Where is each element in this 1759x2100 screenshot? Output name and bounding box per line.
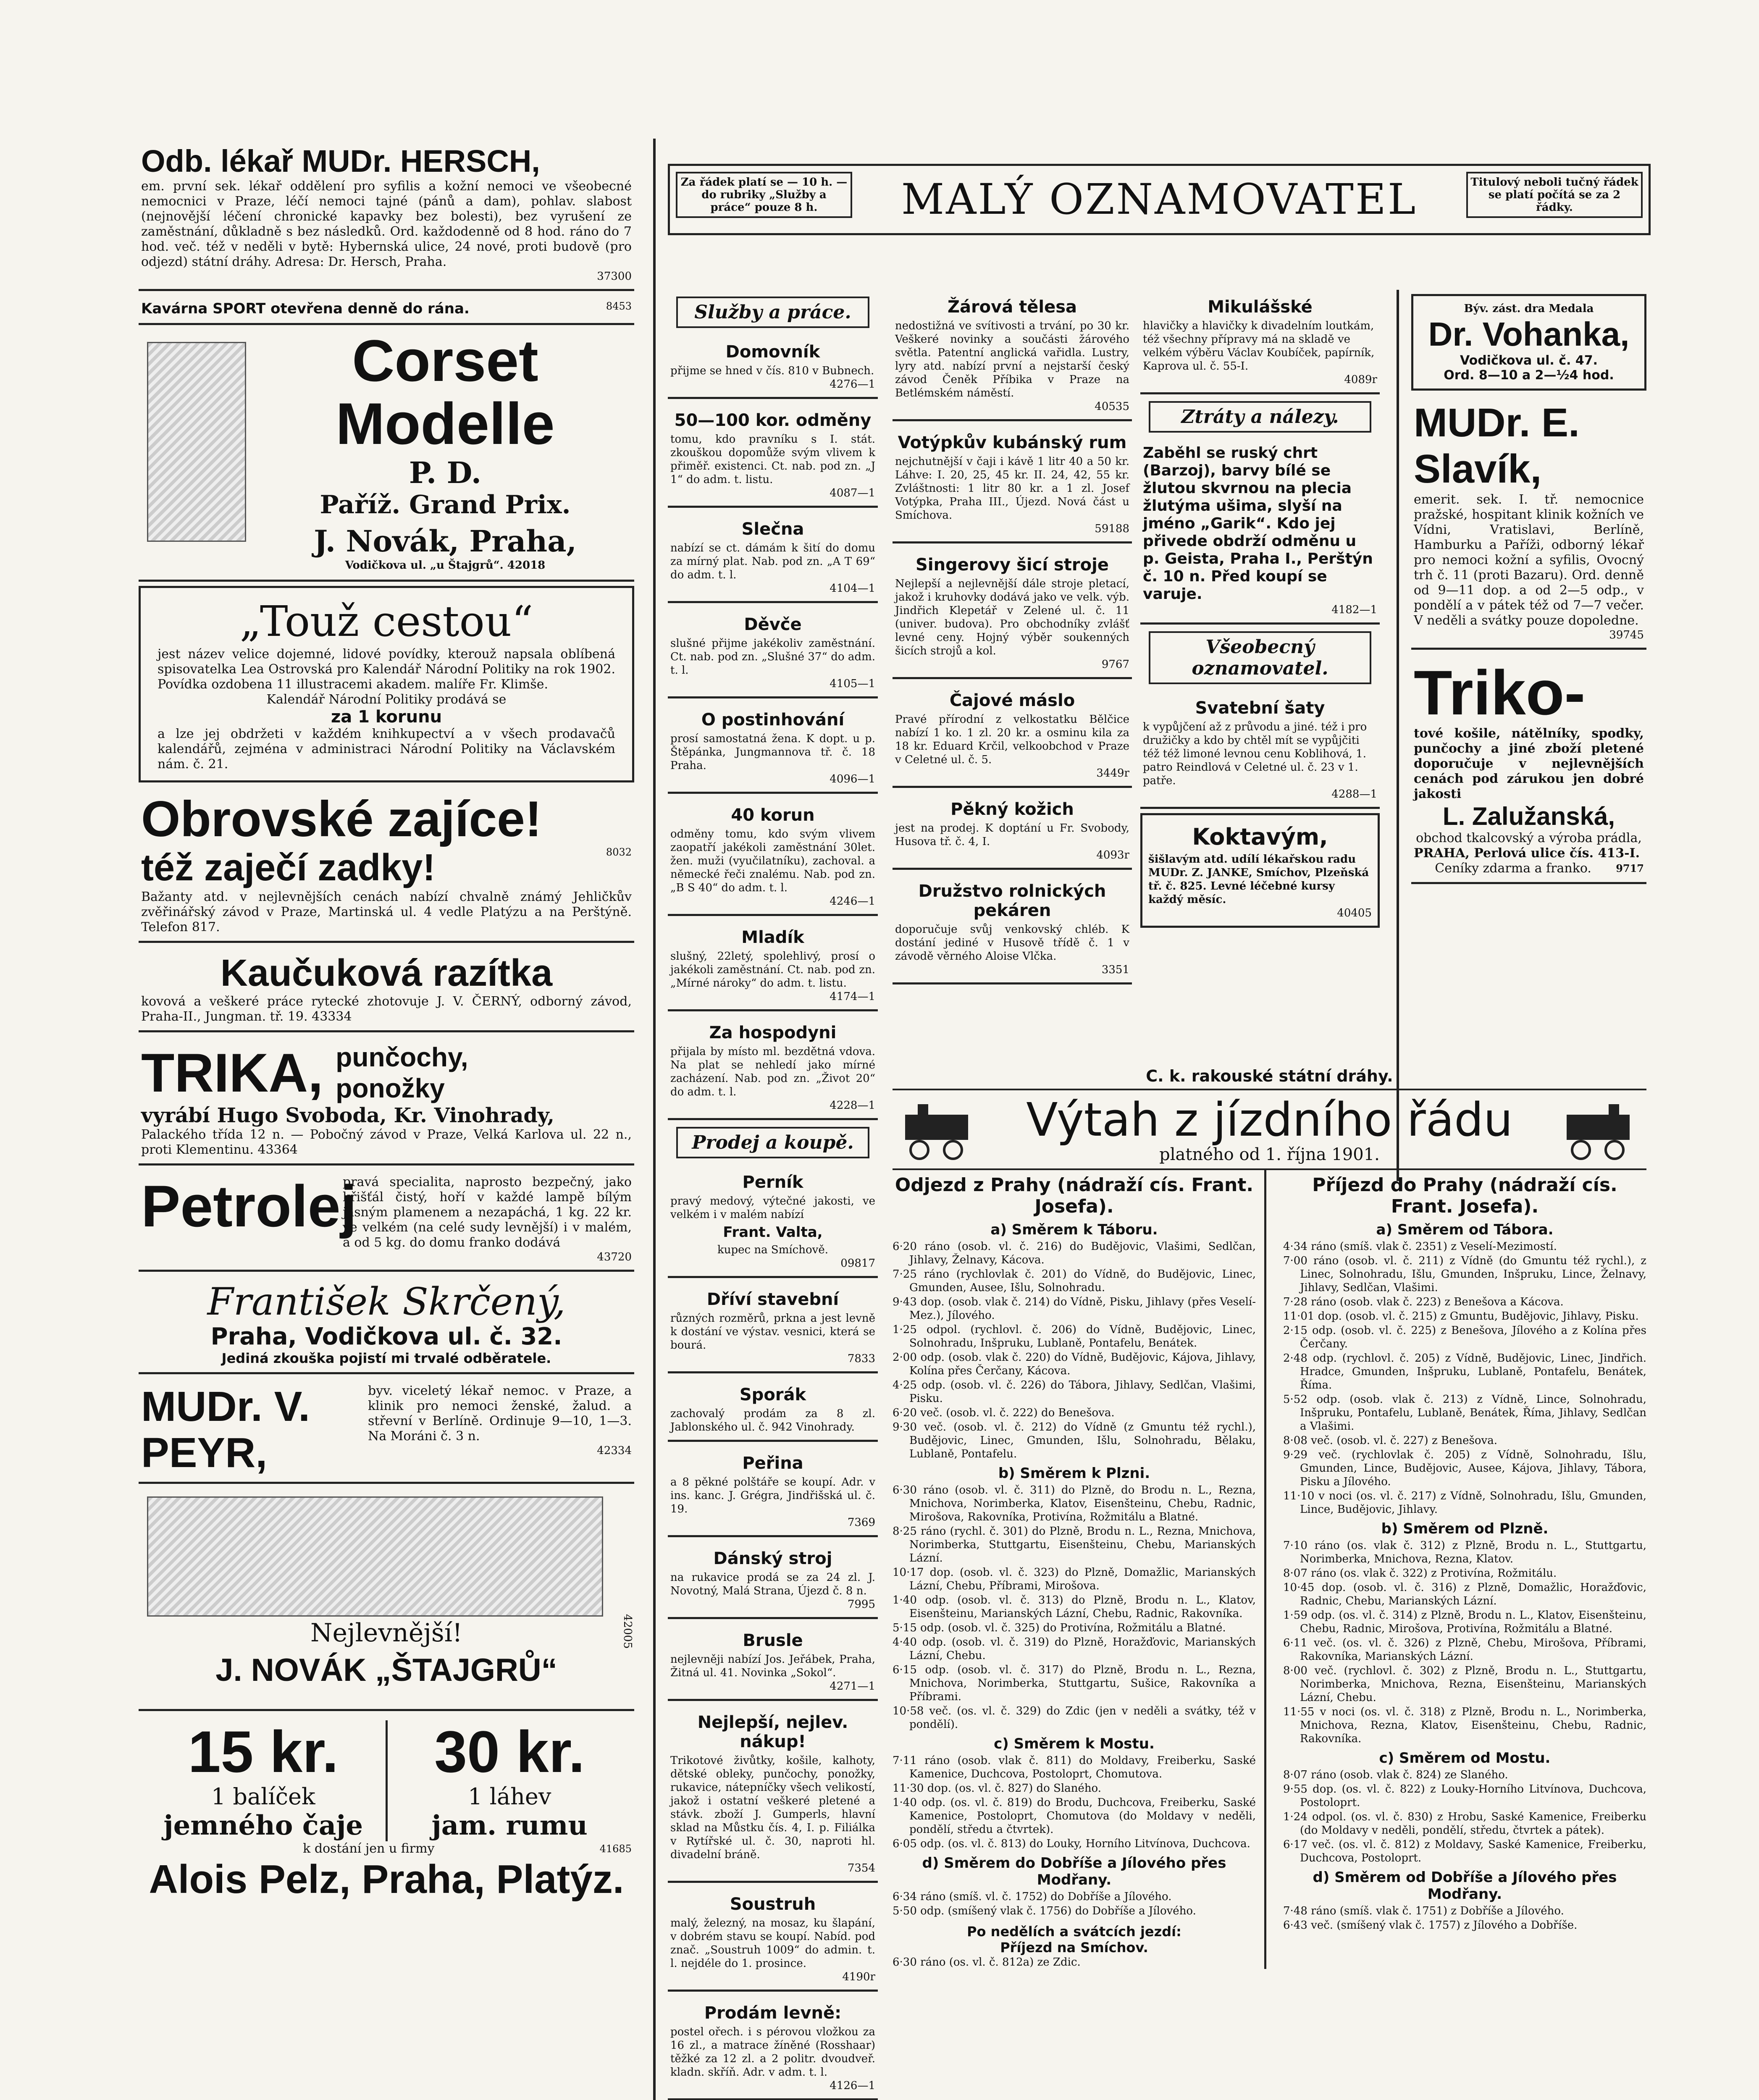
timetable-row: 6·17 več. (os. vl. č. 812) z Moldavy, Saské Kamenice, Freiberku, Duchcova, Postoloprt. [1283, 1838, 1646, 1864]
classified-item [668, 1165, 878, 1278]
classified-item [668, 512, 878, 603]
qty-tea: 1 balíček [211, 1783, 315, 1810]
classified-item [668, 798, 878, 916]
classified-head: Nejlepší, nejlev. nákup! [697, 1713, 848, 1751]
classified-item [668, 703, 878, 794]
classified-text: na rukavice prodá se za 24 zl. J. Novotný, Malá Strana, Újezd č. 8 n. [670, 1571, 875, 1597]
timetable [893, 1067, 1646, 2100]
ad-trika [139, 1037, 634, 1166]
classified-text: nejlevněji nabízí Jos. Jeřábek, Praha, Žitná ul. 41. Novinka „Sokol“. [670, 1653, 875, 1679]
classified-text: nedostižná ve svítivosti a trvání, po 30 kr. Veškeré novinky a součásti žárového světla. Patentní anglická vařidla. Lustry, lyry atd. nabízí první a nejstarší český závod Čeněk Příbika v Praze na Betlémském náměstí. [895, 320, 1129, 399]
classified-number: 7995 [847, 1598, 875, 1611]
classified-item [668, 1016, 878, 1120]
classified-number: 4246—1 [830, 895, 875, 908]
timetable-row: 5·52 odp. (osob. vlak č. 213) z Vídně, Lince, Solnohradu, Inšpruku, Pontafelu, Lublaně, Benátek, Říma, Jihlavy, Sedlčan a Vlašimi. [1283, 1393, 1646, 1433]
timetable-row: 5·50 odp. (smíšený vlak č. 1756) do Dobříše a Jílového. [893, 1905, 1196, 1917]
ad-address: Vodičkova ul. č. 47. [1460, 353, 1598, 368]
classified-head: Soustruh [730, 1895, 816, 1914]
classified-head: 40 korun [731, 806, 815, 825]
ad-hours: Ord. 8—10 a 2—½4 hod. [1444, 368, 1614, 383]
classified-list-prodej [668, 1165, 878, 2100]
timetable-row: 6·11 več. (os. vl. č. 326) z Plzně, Chebu, Mirošova, Příbrami, Rakovníka, Marianských Lázní. [1283, 1637, 1646, 1663]
ad-number: 39745 [1609, 629, 1644, 641]
classified-number: 4288—1 [1331, 788, 1377, 801]
classified-item [668, 1623, 878, 1701]
timetable-row: 4·25 odp. (osob. vl. č. 226) do Tábora, Jihlavy, Sedlčan, Vlašimi, Pisku. [893, 1379, 1256, 1405]
column-1 [139, 139, 634, 2100]
classified-item [668, 1541, 878, 1619]
timetable-row: 6·30 ráno (osob. vl. č. 311) do Plzně, do Brodu n. L., Rezna, Mnichova, Norimberka, Klatov, Eisenšteinu, Chebu, Radnic, Mirošova, Rakovníka, Protivína, Rožmitálu a Blatné. [893, 1484, 1256, 1523]
classified-number: 7833 [847, 1352, 875, 1365]
classified-head: Peřina [742, 1454, 803, 1473]
price-rum: 30 kr. [434, 1719, 585, 1785]
timetable-row: 9·29 več. (rychlovlak č. 205) z Vídně, Solnohradu, Išlu, Gmunden, Lince, Budějovic, Ausee, Kájova, Jihlavy, Tábora, Pisku a Jílového. [1283, 1449, 1646, 1488]
ad-address: Praha, Vodičkova ul. č. 32. [210, 1323, 562, 1350]
classified-head: Brusle [743, 1631, 803, 1650]
timetable-row: 2·15 odp. (osob. vl. č. 225) z Benešova, Jílového a z Kolína přes Čerčany. [1283, 1324, 1646, 1350]
classified-head: Mladík [741, 928, 804, 947]
timetable-section: c) Směrem od Mostu. [1379, 1750, 1551, 1767]
ad-address: PRAHA, Perlová ulice čís. 413-I. [1414, 846, 1640, 861]
arrivals-list [1283, 1221, 1646, 1932]
ad-number: 43334 [312, 1009, 352, 1024]
timetable-row: 6·15 odp. (osob. vl. č. 317) do Plzně, Brodu n. L., Rezna, Mnichova, Norimberka, Stuttgartu, Sušice, Rakovníka a Příbrami. [893, 1664, 1256, 1703]
classified-item [668, 1887, 878, 1992]
column-3 [893, 290, 1380, 1063]
timetable-row: 1·25 odpol. (rychlovl. č. 206) do Vídně, Budějovic, Linec, Solnohradu, Inšpruku, Lublaně, Pontafelu, Benátek. [893, 1323, 1256, 1349]
ad-zajice [139, 787, 634, 943]
classified-number: 3351 [1101, 963, 1129, 976]
classified-number: 4271—1 [830, 1680, 875, 1693]
classified-number: 4190r [842, 1971, 875, 1983]
ad-number: 37300 [597, 270, 632, 283]
classified-head: Slečna [741, 520, 804, 539]
timetable-row: 11·30 dop. (os. vl. č. 827) do Slaného. [893, 1782, 1102, 1795]
classified-text: postel ořech. i s pérovou vložkou za 16 zl., a matrace žíněné (Rosshaar) těžké za 12 zl. a 2 politr. dvoudveř. kladn. skříň. Adr. v adm. t. l. [670, 2026, 875, 2079]
timetable-row: 1·59 odp. (os. vl. č. 314) z Plzně, Brodu n. L., Klatov, Eisenšteinu, Chebu, Radnic, Mirošova, Protivína, Rožmitálu a Blatné. [1283, 1609, 1646, 1635]
ad-number: 42005 [621, 1614, 634, 1649]
timetable-section: c) Směrem k Mostu. [994, 1735, 1155, 1752]
ad-number: 8032 [606, 846, 632, 858]
classified-item [893, 548, 1132, 679]
ad-corset [139, 329, 634, 582]
classified-text: k vypůjčení až z průvodu a jiné. též i pro družičky a kdo by chtěl mít se vypůjčiti též též limoné levnou cenu Koblihová, 1. patro Reindlová v Celetné ul. č. 23 v 1. patře. [1143, 721, 1367, 787]
masthead-left-note: Za řádek platí se — 10 h. — do rubriky „Služby a práce“ pouze 8 h. [676, 172, 852, 218]
classified-number: 4093r [1096, 849, 1129, 861]
timetable-row: 4·40 odp. (osob. vl. č. 319) do Plzně, Horažďovic, Marianských Lázní, Chebu. [893, 1636, 1256, 1662]
classified-name: Frant. Valta, [723, 1224, 823, 1241]
classified-item [893, 874, 1132, 984]
timetable-row: 8·07 ráno (osob. vlak č. 824) ze Slaného. [1283, 1769, 1508, 1781]
classified-number: 4087—1 [830, 487, 875, 499]
masthead-right-note: Titulový neboli tučný řádek se platí počítá se za 2 řádky. [1466, 172, 1643, 218]
classified-head: Dánský stroj [713, 1549, 832, 1568]
ad-title: František Skrčený, [207, 1280, 566, 1324]
timetable-section: d) Směrem od Dobříše a Jílového přes Modřany. [1313, 1869, 1617, 1903]
classified-item [668, 403, 878, 508]
timetable-row: 7·10 ráno (os. vlak č. 312) z Plzně, Brodu n. L., Stuttgartu, Norimberka, Mnichova, Rezna, Klatov. [1283, 1539, 1646, 1565]
ad-number: 43364 [257, 1142, 298, 1157]
ad-title: MUDr. E. Slavík, [1414, 400, 1580, 491]
locomotive-icon [893, 1102, 985, 1157]
classified-item [893, 792, 1132, 870]
classified-head: Čajové máslo [949, 691, 1075, 710]
masthead [668, 164, 1651, 235]
classified-item [893, 290, 1132, 421]
ad-text: jest název velice dojemné, lidové povídky, kterouž napsala oblíbená spisovatelka Lea Ostrovská pro Kalendář Národní Politiky na rok 1902. Povídka ozdobena 11 illustracemi akadem. malíře Fr. Klimše. [158, 647, 615, 692]
ad-title: Dr. Vohanka, [1428, 315, 1630, 353]
classified-text: tomu, kdo pravníku s I. stát. zkouškou dopomůže svým vlivem k přiměř. existenci. Ct. nab. pod zn. „J 1“ do adm. t. listu. [670, 433, 875, 486]
classified-text: nabízí se ct. dámám k šití do domu za mírný plat. Nab. pod zn. „A T 69“ do adm. t. l. [670, 542, 875, 581]
ad-number: 42018 [507, 559, 546, 572]
ad-pelz [139, 1715, 634, 1908]
classified-head: Domovník [725, 342, 820, 362]
ad-number: 42334 [597, 1444, 632, 1457]
ad-title: „Touž cestou“ [239, 597, 533, 646]
classified-text: nejchutnější v čaji i kávě 1 litr 40 a 50 kr. Láhve: I. 20, 25, 45 kr. II. 24, 42, 55 kr. Zvláštnosti: 1 litr 80 kr. a 1 zl. Josef Votýpka, Praha III., Újezd. Nová část u Smíchova. [895, 455, 1129, 522]
timetable-row: 6·20 več. (osob. vl. č. 222) do Benešova. [893, 1407, 1115, 1419]
ad-text: Nejlevnější! [310, 1618, 463, 1648]
ad-title: MUDr. V. PEYR, [141, 1383, 310, 1476]
classified-number: 4104—1 [830, 582, 875, 595]
sunday-row: 6·30 ráno (os. vl. č. 812a) ze Zdic. [893, 1956, 1081, 1969]
timetable-row: 8·25 ráno (rychl. č. 301) do Plzně, Brodu n. L., Rezna, Mnichova, Norimberka, Stuttgartu, Eisenšteinu, Chebu, Marianských Lázní. [893, 1525, 1256, 1564]
classified-item [668, 1282, 878, 1373]
classified-head: Sporák [739, 1385, 806, 1404]
ad-text: em. první sek. lékař oddělení pro syfilis a kožní nemoci ve všeobecné nemocnici v Praze, léčí nemoci tajné (pánů a dam), pohlav. slabost (nejnovější léčení chronické kapavky bez bolesti), bez vyrušení ze zaměstnání, důkladně s bez následků. Ord. každodenně od 8 hod. ráno do 7 hod. več. též v neděli v bytě: Hybernská ulice, 24 nové, proti budově (pro odjezd) státní dráhy. Adresa: Dr. Hersch, Praha. [141, 179, 632, 269]
classified-head: Svatební šaty [1195, 698, 1325, 718]
timetable-section: d) Směrem do Dobříše a Jílového přes Modřany. [922, 1855, 1226, 1888]
timetable-row: 8·08 več. (osob. vl. č. 227) z Benešova. [1283, 1434, 1497, 1447]
classified-text: hlavičky a hlavičky k divadelním loutkám, též všechny přípravy má na skladě ve velkém výběru Václav Koubíček, papírník, Kaprova ul. č. 55-I. [1143, 320, 1375, 373]
classified-number: 9767 [1101, 658, 1129, 671]
classified-head: Singerovy šicí stroje [916, 555, 1109, 575]
woman-corset-illustration [147, 342, 246, 542]
ad-side1: punčochy, [336, 1042, 468, 1072]
classified-text: Pravé přírodní z velkostatku Bělčice nabízí 1 ko. 1 zl. 20 kr. a osminu kila za 18 kr. Eduard Krčil, velkoobchod v Praze v Celetné ul. č. 5. [895, 713, 1129, 766]
timetable-row: 1·40 odp. (os. vl. č. 819) do Brodu, Duchcova, Freiberku, Saské Kamenice, Postoloprt, Chomutova (do Moldavy v neděli, pondělí, středu a čtvrtek). [893, 1796, 1256, 1836]
qty-rum: 1 láhev [468, 1783, 551, 1810]
timetable-company: C. k. rakouské státní dráhy. [893, 1067, 1646, 1090]
section-prodej: Prodej a koupě. [676, 1127, 869, 1158]
classified-number: 59188 [1095, 522, 1129, 535]
classified-head: Družstvo rolnických pekáren [918, 882, 1106, 920]
classified-number: 7369 [847, 1516, 875, 1529]
ad-peyr [139, 1378, 634, 1484]
classified-text: přijme se hned v čís. 810 v Bubnech. [670, 365, 874, 377]
ad-text: Bažanty atd. v nejlevnějších cenách nabízí chvalně známý Jehličkův zvěřinářský závod v Praze, Martinská ul. 4 vedle Platýzu a na Perštýně. Telefon 817. [141, 890, 632, 934]
timetable-arrivals [1283, 1170, 1646, 1969]
timetable-row: 1·24 odpol. (os. vl. č. 830) z Hrobu, Saské Kamenice, Freiberku (do Moldavy v neděli, pondělí, středu, čtvrtek a pátek). [1283, 1811, 1646, 1837]
ad-note: Jediná zkouška pojistí mi trvalé odběratele. [221, 1350, 551, 1366]
classified-head: Za hospodyni [709, 1023, 837, 1042]
classified-item [668, 607, 878, 698]
sunday-head: Příjezd na Smíchov. [1000, 1940, 1148, 1956]
ad-title: Obrovské zajíce! [141, 791, 542, 847]
ad-text: tové košile, nátělníky, spodky, punčochy a jiné zboží pletené doporučuje v nejlevnějších cenách pod zárukou jen dobré jakosti [1414, 726, 1644, 801]
classified-text: a 8 pěkné polštáře se koupí. Adr. v ins. kanc. J. Grégra, Jindřišská ul. č. 19. [670, 1476, 875, 1515]
classified-number: 4089r [1344, 373, 1377, 386]
ad-title: Corset Modelle [336, 328, 555, 457]
classified-item [668, 1446, 878, 1537]
ad-title: Triko- [1414, 657, 1586, 728]
timetable-row: 2·00 odp. (osob. vlak č. 220) do Vídně, Budějovic, Kájova, Jihlavy, Kolína přes Čerčany, Kácova. [893, 1351, 1256, 1377]
classified-text: slušné přijme jakékoliv zaměstnání. Ct. nab. pod zn. „Slušné 37“ do adm. t. l. [670, 637, 875, 677]
timetable-section: b) Směrem od Plzně. [1381, 1520, 1549, 1537]
item-rum: jam. rumu [431, 1810, 588, 1841]
timetable-row: 2·48 odp. (rychlovl. č. 205) z Vídně, Budějovic, Linec, Jindřich. Hradce, Gmunden, Inšpruku, Lublaně, Pontafelu, Benátek, Říma. [1283, 1352, 1646, 1391]
classified-number: 09817 [840, 1257, 875, 1270]
ad-text: emerit. sek. I. tř. nemocnice pražské, hospitant klinik kožních ve Vídni, Vratislavi, Berlíně, Hamburku a Paříži, odborný lékař pro nemoci kožní a syfilis, Ovocný trh č. 11 (proti Bazaru). Ord. denně od 9—11 dop. a od 2—5 odp., v pondělí a v pátek též od 7—7 večer. V neděli a svátky pouze dopoledne. [1414, 492, 1644, 628]
departures-title: Odjezd z Prahy (nádraží cís. Frant. Josefa). [895, 1174, 1254, 1217]
ad-kaucuk [139, 947, 634, 1032]
classified-number: 4126—1 [830, 2079, 875, 2092]
ad-prize: Paříž. Grand Prix. [320, 490, 571, 520]
timetable-row: 1·40 odp. (osob. vl. č. 313) do Plzně, Brodu n. L., Klatov, Eisenšteinu, Marianských Lázní, Chebu, Radnic, Rakovníka. [893, 1594, 1256, 1620]
ad-title: TRIKA, [141, 1042, 323, 1103]
ad-maker: vyrábí Hugo Svoboda, Kr. Vinohrady, [141, 1104, 554, 1127]
timetable-row: 8·00 več. (rychlovl. č. 302) z Plzně, Brodu n. L., Stuttgartu, Norimberka, Mnichova, Rezna, Eisenšteinu, Marianských Lázní, Chebu. [1283, 1664, 1646, 1704]
ad-text: Palackého třída 12 n. — Pobočný závod v Praze, Velká Karlova ul. 22 n., proti Klementinu. [141, 1127, 632, 1157]
classified-head: 50—100 kor. odměny [674, 411, 872, 430]
timetable-row: 4·34 ráno (smíš. vlak č. 2351) z Veselí-Mezimostí. [1283, 1240, 1557, 1253]
ad-petrolej [139, 1170, 634, 1272]
timetable-row: 6·20 ráno (osob. vl. č. 216) do Budějovic, Vlašimi, Sedlčan, Jihlavy, Želnavy, Kácova. [893, 1240, 1256, 1266]
ad-address-text: Vodičkova ul. „u Štajgrů“. [345, 559, 504, 572]
classified-item [668, 1705, 878, 1883]
classified-head: Žárová tělesa [947, 297, 1077, 317]
ad-address [256, 559, 634, 572]
timetable-row: 10·58 več. (os. vl. č. 329) do Zdic (jen v neděli a svátky, též v pondělí). [893, 1705, 1256, 1731]
classified-text: Zaběhl se ruský chrt (Barzoj), barvy bílé se žlutou skvrnou na plecia žlutýma ušima, slyší na jméno „Garik“. Kdo jej přivede obdrží odměnu u p. Geista, Praha I., Perštýn č. 10 n. Před koupí se varuje. [1143, 444, 1373, 603]
timetable-valid: platného od 1. října 1901. [1159, 1145, 1380, 1164]
ad-title: Kaučuková razítka [220, 952, 553, 994]
classified-text: odměny tomu, kdo svým vlivem zaopatří jakékoli zaměstnání 30let. žen. muži (vyučilatníku), zachoval. a německé řeči znalému. Nab. pod zn. „B S 40“ do adm. t. l. [670, 828, 875, 894]
ad-number: 8453 [606, 300, 632, 312]
classified-saty [1140, 691, 1380, 809]
ad-name: L. Zalužanská, [1442, 802, 1615, 830]
ad-kavarna [139, 295, 634, 325]
ad-name: J. NOVÁK „ŠTAJGRŮ“ [215, 1652, 557, 1688]
ad-price: za 1 korunu [331, 707, 442, 727]
ad-number: 43720 [597, 1251, 632, 1263]
classified-item [668, 1378, 878, 1442]
classified-head: Mikulášské [1208, 297, 1313, 317]
classified-text: pravý medový, výtečné jakosti, ve velkém i v malém nabízí [670, 1195, 875, 1221]
timetable-row: 7·00 ráno (osob. vl. č. 211) z Vídně (do Gmuntu též rychl.), z Linec, Solnohradu, Išlu, Gmunden, Inšpruku, Lince, Želnavy, Jihlavy, Sedlčan, Vlašimi. [1283, 1255, 1646, 1294]
item-tea: jemného čaje [163, 1810, 363, 1841]
sunday-note: Po nedělích a svátcích jezdí: [967, 1924, 1181, 1940]
classified-text: šišlavým atd. udílí lékařskou radu MUDr. Z. JANKE, Smíchov, Plzeňská tř. č. 825. Levné léčebné kursy každý měsíc. [1148, 853, 1369, 906]
classified-text: slušný, 22letý, spolehlivý, prosí o jakékoli zaměstnání. Ct. nab. pod zn. „Mírné nároky“ do adm. t. listu. [670, 950, 875, 990]
classified-head: Koktavým, [1192, 824, 1328, 850]
column-4 [1411, 290, 1646, 1063]
section-ztraty: Ztráty a nálezy. [1149, 401, 1371, 433]
timetable-row: 10·45 dop. (osob. vl. č. 316) z Plzně, Domažlic, Horažďovic, Radnic, Chebu, Marianských Lázní. [1283, 1581, 1646, 1607]
price-tea: 15 kr. [188, 1719, 339, 1785]
ad-note: Ceníky zdarma a franko. [1435, 861, 1591, 876]
ad-text: Kavárna SPORT otevřena denně do rána. [141, 300, 470, 317]
classified-item [893, 425, 1132, 543]
classified-text: přijala by místo ml. bezdětná vdova. Na plat se nehledí jako mírné zacházení. Nab. pod zn. „Život 20“ do adm. t. l. [670, 1045, 875, 1098]
ad-triko [1411, 654, 1646, 884]
ad-pre: Býv. zást. dra Medala [1464, 302, 1594, 315]
timetable-row: 10·17 dop. (osob. vl. č. 323) do Plzně, Domažlic, Marianských Lázní, Chebu, Příbrami, Mirošova. [893, 1566, 1256, 1592]
ad-text: byv. viceletý lékař nemoc. v Praze, a klinik pro nemoci ženské, žalud. a střevní v Berlíně. Ordinuje 9—10, 1—3. Na Moráni č. 3 n. [368, 1383, 632, 1444]
classified-number: 4096—1 [830, 773, 875, 785]
classified-text: zachovalý prodám za 8 zl. Jablonského ul. č. 942 Vinohrady. [670, 1407, 875, 1433]
timetable-row: 6·34 ráno (smíš. vl. č. 1752) do Dobříše a Jílového. [893, 1890, 1172, 1903]
ad-title: Petrolej [141, 1173, 357, 1239]
classified-number: 40405 [1337, 907, 1372, 919]
classified-number: 4105—1 [830, 677, 875, 690]
timetable-row: 7·25 ráno (rychlovlak č. 201) do Vídně, do Budějovic, Linec, Gmunden, Ausee, Išlu, Solnohradu. [893, 1268, 1256, 1294]
classified-item [668, 1996, 878, 2100]
ad-note: k dostání jen u firmy [303, 1841, 435, 1856]
classified-text: Nejlepší a nejlevnější dále stroje pletací, jakož i kruhovky dodává jako ve velk. výb. Jindřich Klepetář v Zelené ul. č. 11 (univer. budova). Pro obchodníky zvlášť levné ceny. Hojný výběr soukenných šicích strojů a kol. [895, 578, 1129, 657]
ad-text: pravá specialita, naprosto bezpečný, jako křišťál čistý, hoří v každé lampě bílým jasným plamenem a nezapáchá, 1 kg. 22 kr. ve velkém (na celé sudy levnější) i v malém, a od 5 kg. do domu franko dodává [343, 1175, 632, 1250]
classified-head: O postinhování [701, 710, 845, 730]
departures-list [893, 1221, 1256, 1918]
timetable-title: Výtah z jízdního řádu [1026, 1093, 1513, 1147]
ad-text2: Kalendář Národní Politiky prodává se [266, 692, 507, 707]
column-divider [653, 139, 656, 2100]
timetable-row: 7·48 ráno (smíš. vlak č. 1751) z Dobříše a Jílového. [1283, 1905, 1564, 1917]
timetable-row: 6·43 več. (smíšený vlak č. 1757) z Jílového a Dobříše. [1283, 1919, 1578, 1932]
classified-mikulas [1140, 290, 1380, 394]
classified-number: 40535 [1095, 400, 1129, 413]
timetable-row: 9·55 dop. (os. vl. č. 822) z Louky-Horního Litvínova, Duchcova, Postoloprt. [1283, 1783, 1646, 1809]
timetable-row: 7·11 ráno (osob. vlak č. 811) do Moldavy, Freiberku, Saské Kamenice, Duchcova, Postoloprt, Chomutova. [893, 1754, 1256, 1780]
classified-number: 3449r [1096, 767, 1129, 780]
timetable-section: b) Směrem k Plzni. [998, 1465, 1150, 1482]
classified-number: 4228—1 [830, 1099, 875, 1112]
ad-brand: P. D. [409, 455, 482, 490]
classified-number: 4182—1 [1331, 604, 1377, 616]
section-vseobecny: Všeobecný oznamovatel. [1149, 631, 1371, 684]
ad-hersch [139, 139, 634, 291]
ad-subtitle: též zaječí zadky! [141, 847, 436, 889]
ad-vohanka [1411, 294, 1646, 391]
ad-text3: a lze jej obdržeti v každém knihkupectví a v všech prodavačů kalendářů, zejména v administraci Národní Politiky na Václavském nám. č. 21. [158, 727, 615, 772]
timetable-section: a) Směrem od Tábora. [1376, 1221, 1554, 1238]
timetable-row: 7·28 ráno (osob. vlak č. 223) z Benešova a Kácova. [1283, 1296, 1564, 1308]
classified-number: 4276—1 [830, 378, 875, 391]
ad-name: Alois Pelz, Praha, Platýz. [149, 1857, 624, 1902]
classified-list-sluzby [668, 335, 878, 1120]
classified-number: 4174—1 [830, 990, 875, 1003]
section-sluzby: Služby a práce. [676, 297, 869, 328]
timetable-row: 11·01 dop. (osob. vl. č. 215) z Gmuntu, Budějovic, Jihlavy, Pisku. [1283, 1310, 1639, 1323]
classified-koktavym [1140, 813, 1380, 928]
classified-text: Trikotové živůtky, košile, kalhoty, dětské obleky, punčochy, ponožky, rukavice, nátepníčky všech velikostí, jakož i ostatní veškeré pletené a stávk. zboží J. Gumperls, hlavní sklad na Můstku čís. 4, I. p. Filiálka v Rytířské ul. č. 30, naproti hl. divadelní bráně. [670, 1754, 875, 1861]
ad-number: 41685 [599, 1843, 632, 1855]
classified-list-left [893, 290, 1132, 989]
ad-number: 9717 [1616, 862, 1644, 874]
classified-item [893, 683, 1132, 788]
ad-slavik [1411, 395, 1646, 650]
classified-text: malý, železný, na mosaz, ku šlapání, v dobrém stavu se koupí. Nabíd. pod znač. „Soustruh 1009“ do admin. t. l. nejdéle do 1. prosince. [670, 1917, 875, 1970]
classified-head: Votýpkův kubánský rum [898, 433, 1127, 452]
timetable-departures [893, 1170, 1266, 1969]
timetable-row: 9·43 dop. (osob. vlak č. 214) do Vídně, Pisku, Jihlavy (přes Veselí-Mez.), Jílového. [893, 1296, 1256, 1322]
masthead-title: MALÝ OZNAMOVATEL [901, 175, 1418, 224]
classified-list-right [1140, 290, 1380, 989]
timetable-row: 6·05 odp. (os. vl. č. 813) do Louky, Horního Litvínova, Duchcova. [893, 1838, 1250, 1850]
column-2 [668, 290, 878, 2100]
timetable-row: 8·07 ráno (os. vlak č. 322) z Protivína, Rožmitálu. [1283, 1567, 1557, 1580]
ad-touz-cestou [139, 586, 634, 782]
timetable-row: 11·55 v noci (os. vl. č. 318) z Plzně, Brodu n. L., Norimberka, Mnichova, Rezna, Klatov, Eisenšteinu, Chebu, Radnic, Rakovníka. [1283, 1706, 1646, 1745]
locomotive-icon [1554, 1102, 1646, 1157]
classified-head: Prodám levně: [704, 2003, 842, 2023]
arrivals-title: Příjezd do Prahy (nádraží cís. Frant. Josefa). [1312, 1174, 1617, 1217]
ad-skrceny [139, 1276, 634, 1374]
ad-stajgr [139, 1488, 634, 1711]
timetable-row: 5·15 odp. (osob. vl. č. 325) do Protivína, Rožmitálu a Blatné. [893, 1622, 1226, 1634]
children-stockings-illustration [147, 1496, 603, 1617]
ad-side2: ponožky [336, 1073, 445, 1103]
timetable-row: 11·10 v noci (os. vl. č. 217) z Vídně, Solnohradu, Išlu, Gmunden, Lince, Budějovic, Jihlavy. [1283, 1490, 1646, 1516]
ad-shop: J. Novák, Praha, [314, 524, 577, 559]
classified-text: jest na prodej. K doptání u Fr. Svobody, Husova tř. č. 4, I. [895, 822, 1129, 848]
classified-barzoj [1140, 439, 1380, 625]
classified-head: Dříví stavební [706, 1290, 839, 1309]
timetable-row: 9·30 več. (osob. vl. č. 212) do Vídně (z Gmuntu též rychl.), Budějovic, Linec, Gmunden, Išlu, Solnohradu, Bělaku, Lublaně, Pontafelu. [893, 1421, 1256, 1460]
timetable-section: a) Směrem k Táboru. [990, 1221, 1158, 1238]
ad-text: kovová a veškeré práce rytecké zhotovuje J. V. ČERNÝ, odborný závod, Praha-II., Jungman. tř. 19. [141, 994, 632, 1024]
ad-title: Odb. lékař MUDr. HERSCH, [141, 144, 540, 178]
classified-number: 7354 [847, 1862, 875, 1874]
classified-item [668, 335, 878, 399]
classified-head: Děvče [744, 615, 802, 634]
classified-item [668, 920, 878, 1011]
classified-head: Pěkný kožich [950, 800, 1074, 819]
classified-text: doporučuje svůj venkovský chléb. K dostání jediné v Husově třídě č. 1 v závodě věrného Aloise Vlčka. [895, 923, 1129, 963]
column-divider [1397, 290, 1399, 1181]
classified-address: kupec na Smíchově. [717, 1244, 828, 1256]
classified-head: Perník [742, 1173, 803, 1192]
ad-text2: obchod tkalcovský a výroba prádla, [1416, 831, 1642, 845]
classified-text: různých rozměrů, prkna a jest levně k dostání ve výstav. vesnici, která se bourá. [670, 1312, 875, 1352]
classified-text: prosí samostatná žena. K dopt. u p. Štěpánka, Jungmannova tř. č. 18 Praha. [670, 732, 875, 772]
